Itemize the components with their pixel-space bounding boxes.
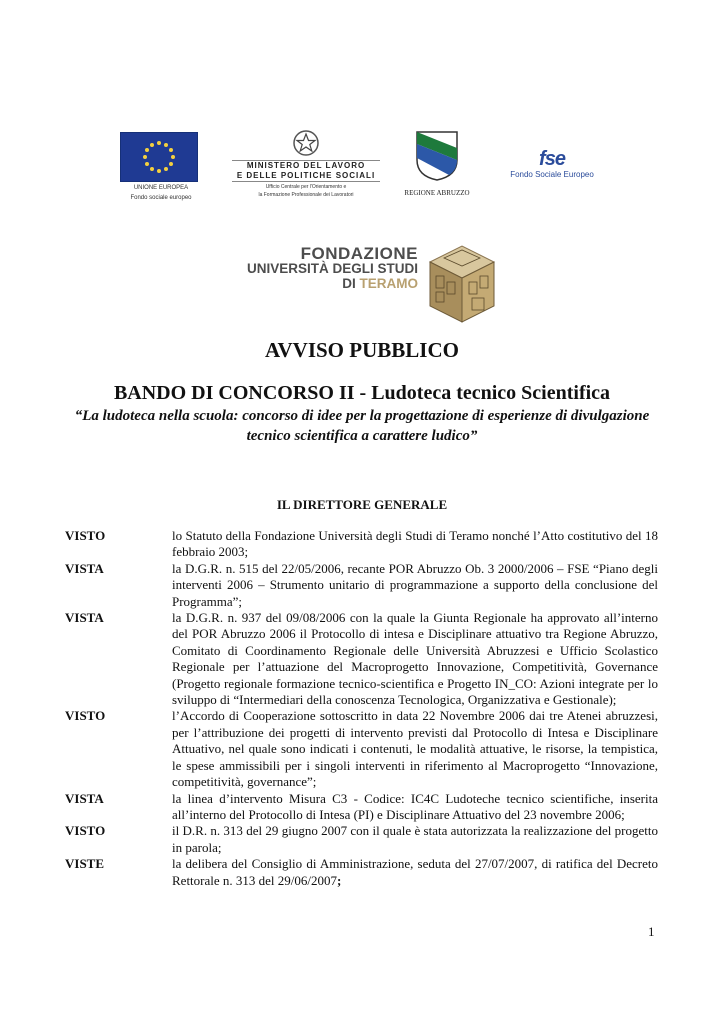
clause-item bbox=[65, 856, 658, 889]
ministry-logo bbox=[232, 128, 380, 198]
clause-item bbox=[65, 528, 658, 561]
clause-text: il D.R. n. 313 del 29 giugno 2007 con il quale è stata autorizzata la realizzazione del progetto in parola; bbox=[172, 823, 658, 855]
ministry-subtitle-2: la Formazione Professionale dei Lavoratori bbox=[258, 192, 354, 198]
fondazione-logo bbox=[226, 240, 502, 330]
clause-item bbox=[65, 708, 658, 790]
clause-keyword: VISTO bbox=[65, 823, 106, 839]
ministry-title bbox=[232, 160, 380, 182]
eu-caption-2: Fondo sociale europeo bbox=[130, 195, 192, 201]
fse-caption: Fondo Sociale Europeo bbox=[510, 170, 594, 179]
ministry-title-line-2: E DELLE POLITICHE SOCIALI bbox=[236, 171, 376, 180]
clause-text: la D.G.R. n. 937 del 09/08/2006 con la quale la Giunta Regionale ha approvato all’interno del POR Abruzzo 2006 il Protocollo di intesa e Disciplinare attuativo tra Regione Abruzzo, Comitato di Coordinamento Regionale delle Università Abruzzesi e Ufficio Scolastico Regionale per l’attuazione del Macroprogetto Innovazione, Competitività, Governance (Progetto regionale formazione tecnico-scientifica e Progetto IN_CO: Azioni integrate per lo sviluppo di “Intermediari della conoscenza Tecnologica, Organizzativa e Gestionale); bbox=[172, 610, 658, 708]
clause-item bbox=[65, 791, 658, 824]
fondazione-line-2: UNIVERSITÀ DEGLI STUDI bbox=[246, 261, 418, 276]
eu-caption-1: UNIONE EUROPEA bbox=[133, 185, 189, 191]
bando-subtitle: “La ludoteca nella scuola: concorso di idee per la progettazione di esperienze di divulgazione tecnico scientifica a carattere ludico” bbox=[74, 408, 650, 444]
clause-item bbox=[65, 610, 658, 708]
clause-keyword: VISTO bbox=[65, 708, 106, 724]
regione-abruzzo-logo bbox=[400, 130, 474, 197]
clause-keyword: VISTA bbox=[65, 560, 104, 576]
clause-keyword: VISTO bbox=[65, 528, 106, 543]
clause-item bbox=[65, 561, 658, 610]
clause-text bbox=[172, 856, 658, 889]
bando-title: BANDO DI CONCORSO II - Ludoteca tecnico Scientifica bbox=[113, 382, 611, 404]
eu-flag-icon bbox=[120, 132, 198, 182]
clauses-list bbox=[65, 528, 658, 889]
fondazione-wordmark bbox=[247, 246, 418, 291]
clause-item bbox=[65, 823, 658, 856]
abruzzo-caption: REGIONE ABRUZZO bbox=[404, 189, 470, 197]
ministry-title-line-1: MINISTERO DEL LAVORO bbox=[246, 161, 366, 170]
fondazione-line-3a: DI bbox=[342, 276, 356, 291]
clause-text-body: la delibera del Consiglio di Amministrazione, seduta del 27/07/2007, di ratifica del Decreto Rettorale n. 313 del 29/06/2007 bbox=[172, 856, 658, 888]
clause-text: l’Accordo di Cooperazione sottoscritto in data 22 Novembre 2006 dai tre Atenei abruzzesi, per l’attribuzione dei progetti di intervento previsti dal Protocollo di Intesa e Disciplinare Attuativo, nel quale sono indicati i contenuti, le modalità attuative, le risorse, la tempistica, le spese ammissibili per i singoli interventi in riferimento al Macroprogetto “Innovazione, competitività, governance”; bbox=[172, 708, 658, 790]
clause-text-tail: ; bbox=[337, 872, 342, 888]
clause-text: lo Statuto della Fondazione Università degli Studi di Teramo nonché l’Atto costitutivo del 18 febbraio 2003; bbox=[172, 528, 658, 560]
clause-keyword: VISTA bbox=[65, 790, 104, 806]
fondazione-line-3 bbox=[247, 276, 418, 291]
fse-logo bbox=[490, 148, 614, 179]
clause-text: la linea d’intervento Misura C3 - Codice: IC4C Ludoteche tecnico scientifiche, inserita all’interno del Protocollo di Intesa (PI) e Disciplinare Attuativo del 23 novembre 2006; bbox=[172, 790, 658, 822]
clause-keyword: VISTE bbox=[65, 856, 105, 872]
fondazione-line-1: FONDAZIONE bbox=[300, 244, 418, 263]
director-heading: IL DIRETTORE GENERALE bbox=[276, 497, 448, 512]
eu-logo bbox=[120, 132, 202, 202]
page-number: 1 bbox=[648, 924, 655, 939]
fse-mark: fse bbox=[539, 148, 565, 170]
clause-keyword: VISTA bbox=[65, 610, 104, 626]
page-title: AVVISO PUBBLICO bbox=[265, 338, 459, 362]
logo-strip bbox=[106, 122, 622, 212]
abruzzo-flag-icon bbox=[415, 130, 459, 182]
fondazione-cube-icon bbox=[422, 240, 502, 328]
clause-text: la D.G.R. n. 515 del 22/05/2006, recante POR Abruzzo Ob. 3 2000/2006 – FSE “Piano degli interventi 2006 – Strumento unitario di programmazione a supporto della conclusione del Programma”; bbox=[172, 560, 658, 609]
ministry-subtitle-1: Ufficio Centrale per l'Orientamento e bbox=[265, 184, 347, 190]
fondazione-line-3b: TERAMO bbox=[359, 276, 418, 291]
italian-emblem-icon bbox=[290, 128, 322, 158]
